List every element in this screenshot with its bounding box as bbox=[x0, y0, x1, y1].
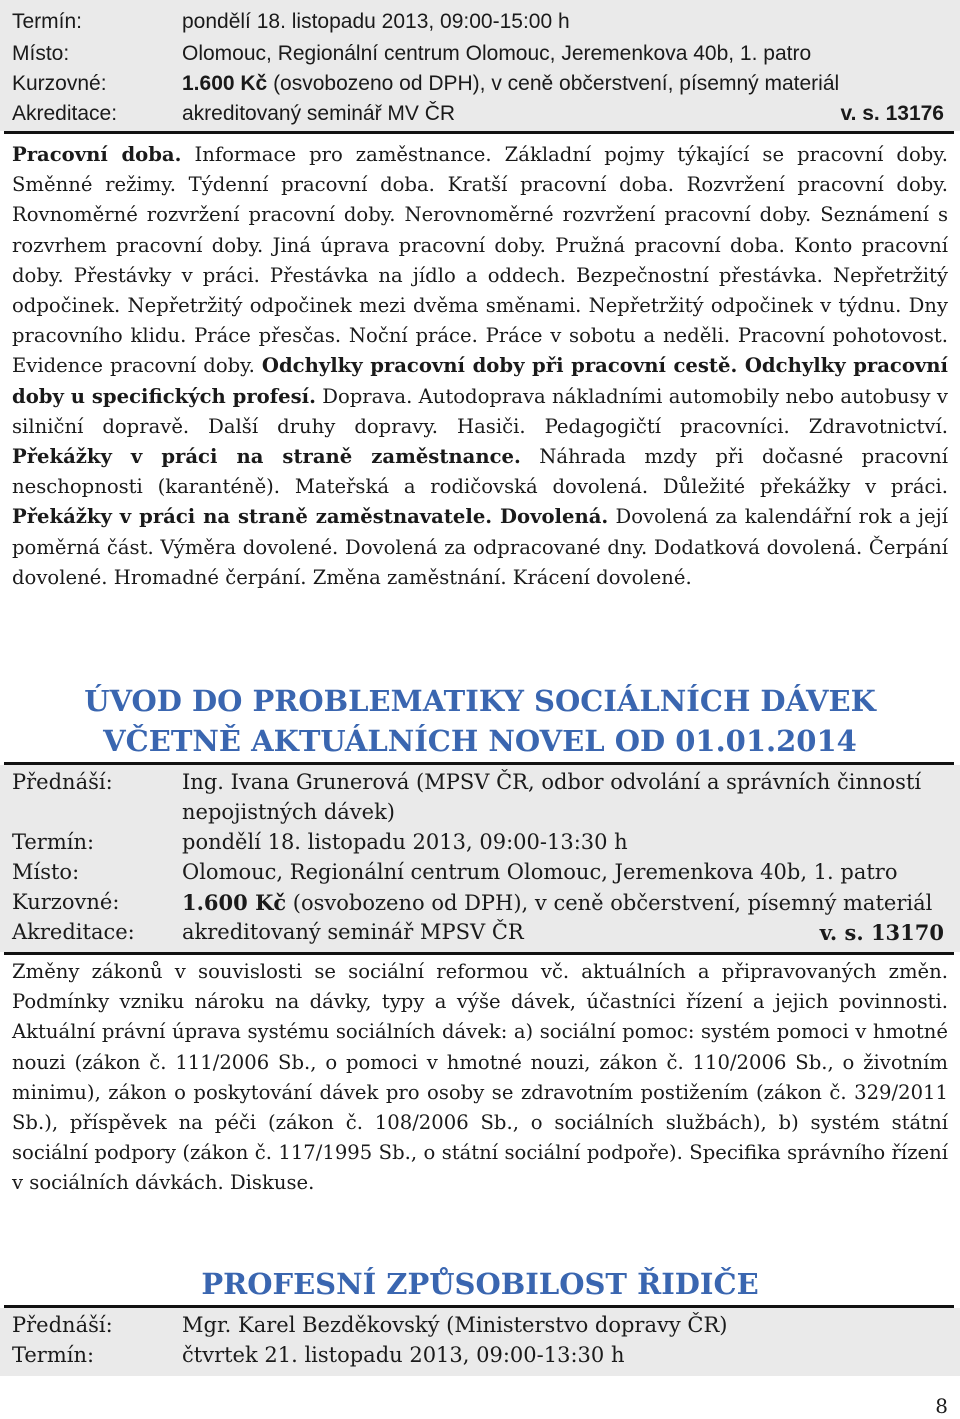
place-label: Místo: bbox=[12, 860, 80, 884]
place-value: Olomouc, Regionální centrum Olomouc, Jeremenkova 40b, 1. patro bbox=[182, 42, 812, 65]
date-value: čtvrtek 21. listopadu 2013, 09:00-13:30 h bbox=[182, 1343, 625, 1367]
course1-description-segment: Pracovní doba. bbox=[12, 143, 182, 166]
place-label: Místo: bbox=[12, 42, 70, 65]
accreditation-value: akreditovaný seminář MV ČR bbox=[182, 102, 456, 125]
lecturer-value: Mgr. Karel Bezděkovský (Ministerstvo dopravy ČR) bbox=[182, 1313, 728, 1337]
course1-description-segment: Překážky v práci na straně zaměstnance. bbox=[12, 445, 521, 469]
course2-description: Změny zákonů v souvislosti se sociální reformou vč. aktuálních a připravovaných změn. Podmínky vzniku nároku na dávky, typy a výše dávek, účastníci řízení a jejich povinnosti. Aktuální právní úprava systému sociálních dávek: a) sociální pomoc: systém pomoci v hmotné nouzi (zákon č. 111/2006 Sb., o pomoci v hmotné nouzi, zákon č. 110/2006 Sb., o životním minimu), zákon o poskytování dávek pro osoby se zdravotním postižením (zákon č. 329/2011 Sb.), příspěvek na péči (zákon č. 108/2006 Sb., o sociálních službách), b) systém státní sociální podpory (zákon č. 117/1995 Sb., o státní sociální podpoře). Specifika správního řízení v sociálních dávkách. Diskuse. bbox=[12, 960, 948, 1195]
course2-title-line2: VČETNĚ AKTUÁLNÍCH NOVEL OD 01.01.2014 bbox=[103, 724, 857, 758]
accreditation-number: v. s. 13176 bbox=[840, 102, 944, 125]
course2-bottom-divider bbox=[4, 952, 954, 955]
course1-description-segment: Dovolená za kalendářní rok a její poměrná část. Výměra dovolené. Dovolená za odpracované dny. Dodatková dovolená. Čerpání dovolené. Hromadné čerpání. Změna zaměstnání. Krácení dovolené. bbox=[12, 505, 948, 589]
course1-description-segment: Odchylky pracovní doby při pracovní cestě. Odchylky pracovní doby u specifických profesí. bbox=[12, 354, 948, 408]
fee-value bbox=[182, 72, 839, 96]
place-value: Olomouc, Regionální centrum Olomouc, Jeremenkova 40b, 1. patro bbox=[182, 860, 898, 884]
date-value: pondělí 18. listopadu 2013, 09:00-13:30 h bbox=[182, 830, 628, 854]
lecturer-value-line1: Ing. Ivana Grunerová (MPSV ČR, odbor odvolání a správních činností bbox=[182, 770, 922, 794]
date-label: Termín: bbox=[12, 830, 95, 854]
course1-info-box bbox=[0, 0, 960, 131]
accreditation-number: v. s. 13170 bbox=[819, 920, 944, 945]
course1-description-segment: Informace pro zaměstnance. Základní pojmy týkající se pracovní doby. Směnné režimy. Týdenní pracovní doba. Kratší pracovní doba. Rozvržení pracovní doby. Rovnoměrné rozvržení pracovní doby. Nerovnoměrné rozvržení pracovní doby. Seznámení s rozvrhem pracovní doby. Jiná úprava pracovní doby. Pružná pracovní doba. Konto pracovní doby. Přestávky v práci. Přestávka na jídlo a oddech. Bezpečnostní přestávka. Nepřetržitý odpočinek. Nepřetržitý odpočinek mezi dvěma směnami. Nepřetržitý odpočinek v týdnu. Dny pracovního klidu. Práce přesčas. Noční práce. Práce v sobotu a neděli. Pracovní pohotovost. Evidence pracovní doby. bbox=[12, 143, 948, 378]
date-label: Termín: bbox=[12, 10, 83, 33]
course3-info-box bbox=[0, 1308, 960, 1376]
fee-amount: 1.600 Kč bbox=[182, 890, 287, 915]
course1-divider bbox=[4, 131, 954, 134]
accreditation-label: Akreditace: bbox=[12, 920, 135, 944]
course1-description bbox=[12, 140, 948, 593]
page-number: 8 bbox=[935, 1394, 948, 1418]
date-value: pondělí 18. listopadu 2013, 09:00-15:00 h bbox=[182, 10, 570, 33]
accreditation-label: Akreditace: bbox=[12, 102, 118, 125]
course3-title: PROFESNÍ ZPŮSOBILOST ŘIDIČE bbox=[201, 1267, 759, 1301]
fee-note: (osvobozeno od DPH), v ceně občerstvení, písemný materiál bbox=[286, 891, 933, 915]
course1-description-segment: Náhrada mzdy při dočasné pracovní neschopnosti (karanténě). Mateřská a rodičovská dovolená. Důležité překážky v práci. bbox=[12, 445, 948, 499]
lecturer-value-line2: nepojistných dávek) bbox=[182, 800, 396, 824]
accreditation-value: akreditovaný seminář MPSV ČR bbox=[182, 920, 524, 944]
fee-note: (osvobozeno od DPH), v ceně občerstvení, písemný materiál bbox=[267, 72, 840, 95]
fee-amount: 1.600 Kč bbox=[182, 72, 268, 95]
course2-info-box bbox=[0, 765, 960, 952]
lecturer-label: Přednáší: bbox=[12, 770, 113, 794]
course1-description-segment: Překážky v práci na straně zaměstnavatele. Dovolená. bbox=[12, 505, 609, 529]
date-label: Termín: bbox=[12, 1343, 95, 1367]
course1-description-segment: Doprava. Autodoprava nákladními automobily nebo autobusy v silniční dopravě. Další druhy dopravy. Hasiči. Pedagogičtí pracovníci. Zdravotnictví. bbox=[12, 384, 948, 438]
course2-title-line1: ÚVOD DO PROBLEMATIKY SOCIÁLNÍCH DÁVEK bbox=[84, 684, 876, 718]
fee-label: Kurzovné: bbox=[12, 72, 107, 95]
fee-value bbox=[182, 890, 932, 915]
lecturer-label: Přednáší: bbox=[12, 1313, 113, 1337]
fee-label: Kurzovné: bbox=[12, 890, 120, 914]
